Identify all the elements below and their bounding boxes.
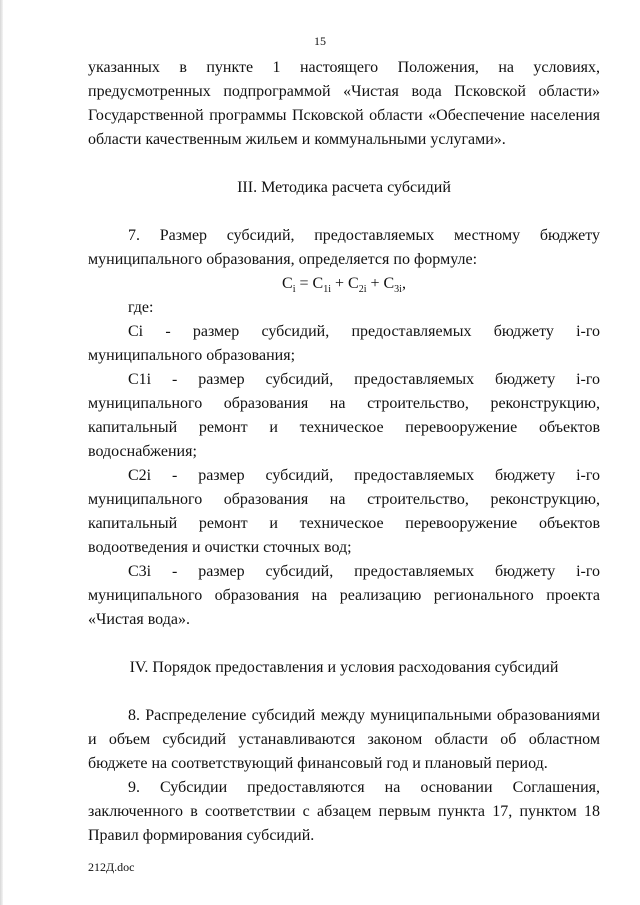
item-8-paragraph: 8. Распределение субсидий между муниципальными образованиями и объем субсидий устанавливаются законом области об областном бюджете на соответствующий финансовый год и плановый период. — [88, 707, 600, 772]
definition-c2i: C2i - размер субсидий, предоставляемых бюджету i-го муниципального образования на строительство, реконструкцию, капитальный ремонт и техническое перевооружение объектов водоотведения и очистки сточных вод; — [88, 467, 600, 556]
subsidy-formula: $C_i = C_{1i} + C_{2i} + C_{3i}$, — [282, 275, 406, 296]
section-3-heading: III. Методика расчета субсидий — [237, 179, 451, 196]
footer-filename: 212Д.doc — [88, 860, 135, 874]
page-number: 15 — [314, 34, 326, 48]
item-7-paragraph: 7. Размер субсидий, предоставляемых местному бюджету муниципального образования, определяется по формуле: — [88, 227, 600, 268]
section-4-heading: IV. Порядок предоставления и условия расходования субсидий — [129, 659, 559, 676]
item-9-paragraph: 9. Субсидии предоставляются на основании Соглашения, заключенного в соответствии с абзацем первым пункта 17, пунктом 18 Правил формирования субсидий. — [88, 779, 600, 844]
intro-paragraph: указанных в пункте 1 настоящего Положения, на условиях, предусмотренных подпрограммой «Чистая вода Псковской области» Государственной программы Псковской области «Обеспечение населения области качественным жильем и коммунальными услугами». — [88, 59, 600, 148]
document-body — [88, 56, 600, 848]
definition-c3i: C3i - размер субсидий, предоставляемых бюджету i-го муниципального образования на реализацию регионального проекта «Чистая вода». — [88, 563, 600, 628]
definition-c1i: C1i - размер субсидий, предоставляемых бюджету i-го муниципального образования на строительство, реконструкцию, капитальный ремонт и техническое перевооружение объектов водоснабжения; — [88, 371, 600, 460]
where-label: где: — [128, 299, 154, 316]
definition-ci: Ci - размер субсидий, предоставляемых бюджету i-го муниципального образования; — [88, 323, 600, 364]
scan-edge — [0, 0, 3, 905]
